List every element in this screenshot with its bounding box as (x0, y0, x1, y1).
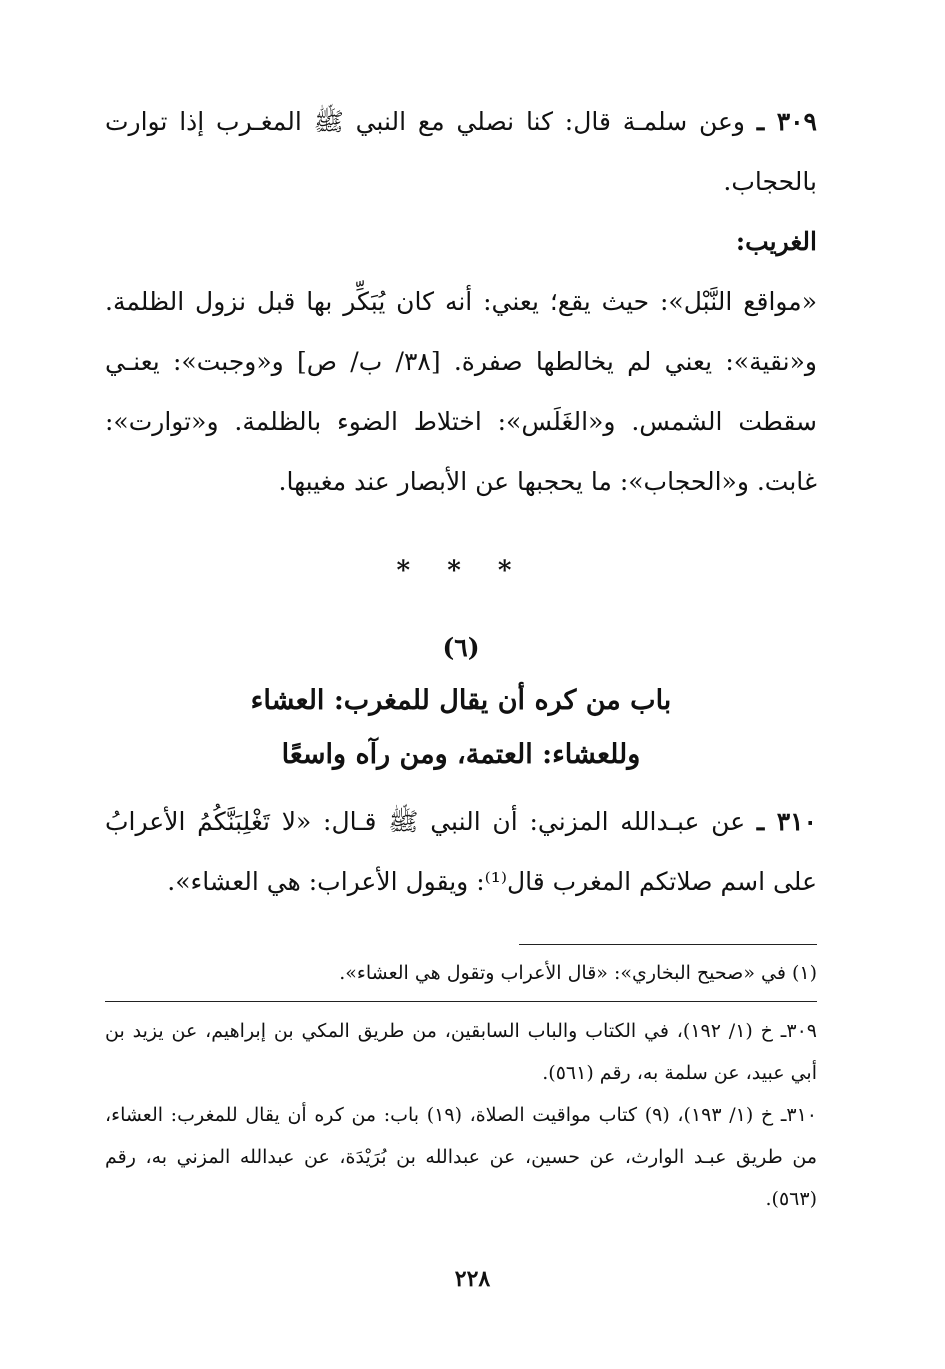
hadith-310 (105, 792, 817, 912)
gharib-heading: الغريب: (735, 227, 817, 256)
hadith-309 (105, 92, 817, 212)
hadith-310-number: ٣١٠ ـ (756, 807, 817, 836)
page-number: ٢٢٨ (454, 1266, 491, 1292)
sources-divider (105, 1001, 817, 1002)
hadith-309-text: وعن سلمـة قال: كنا نصلي مع النبي ﷺ المغـرب إذا توارت بالحجاب. (105, 107, 817, 196)
chapter-title-line-1: باب من كره أن يقال للمغرب: العشاء (250, 685, 672, 716)
gharib-text: «مواقع النَّبْل»: حيث يقع؛ يعني: أنه كان يُبَكِّر بها قبل نزول الظلمة. و«نقية»: يعني لم يخالطها صفرة. [٣٨/ ب/ ص] و«وجبت»: يعنـي سقطت الشمس. و«الغَلَس»: اختلاط الضوء بالظلمة. و«توارت»: غابت. و«الحجاب»: ما يحجبها عن الأبصار عند مغيبها. (105, 287, 817, 496)
footnote-divider (519, 944, 817, 945)
footnote-1: (١) في «صحيح البخاري»: «قال الأعراب وتقول هي العشاء». (339, 962, 817, 984)
source-310: ٣١٠ـ خ (١/ ١٩٣)، (٩) كتاب مواقيت الصلاة، (١٩) باب: من كره أن يقال للمغرب: العشاء، من طريق عبـد الوارث، عن حسين، عن عبدالله بن بُرَيْدَة، عن عبدالله المزني به، رقم (٥٦٣). (105, 1104, 818, 1210)
hadith-309-number: ٣٠٩ ـ (756, 107, 817, 136)
section-separator: * * * (396, 556, 526, 586)
page-body (105, 92, 817, 1220)
chapter-number: (٦) (442, 633, 480, 662)
source-309: ٣٠٩ـ خ (١/ ١٩٢)، في الكتاب والباب السابقين، من طريق المكي بن إبراهيم، عن يزيد بن أبي عبيد، عن سلمة به، رقم (٥٦١). (105, 1020, 817, 1084)
hadith-310-text: عن عبـدالله المزني: أن النبي ﷺ قـال: «لا تَغْلِبَنَّكُمُ الأعرابُ على اسم صلاتكم المغرب قال⁽¹⁾: ويقول الأعراب: هي العشاء». (105, 807, 817, 896)
chapter-title-line-2: وللعشاء: العتمة، ومن رآه واسعًا (281, 739, 641, 770)
